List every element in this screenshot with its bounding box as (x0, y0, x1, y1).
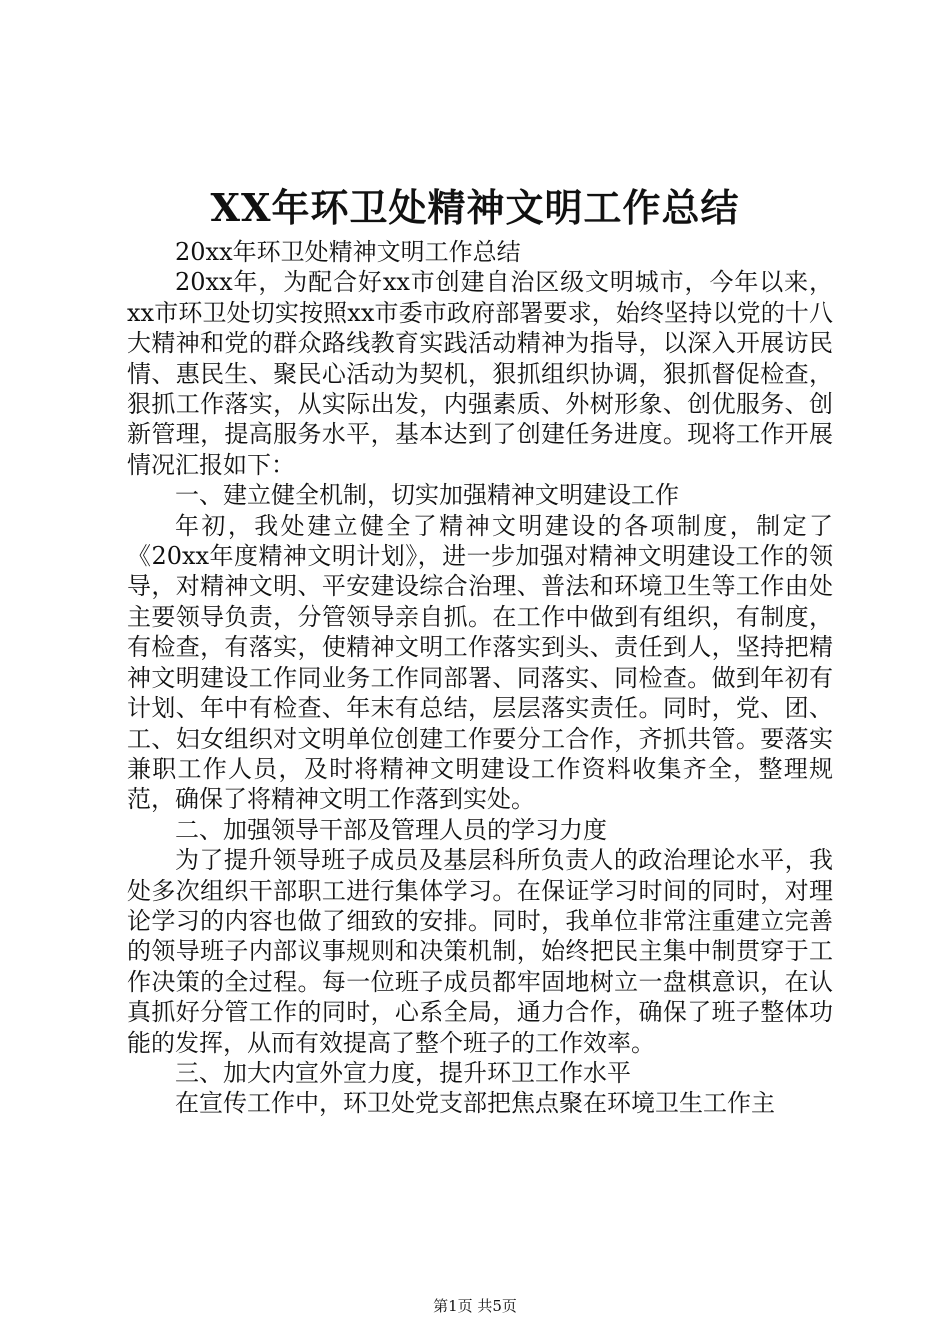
section-paragraph-1: 年初，我处建立健全了精神文明建设的各项制度，制定了《20xx年度精神文明计划》，进一步加强对精神文明建设工作的领导，对精神文明、平安建设综合治理、普法和环境卫生等工作由处主要领导负责，分管领导亲自抓。在工作中做到有组织，有制度，有检查，有落实，使精神文明工作落实到头、责任到人，坚持把精神文明建设工作同业务工作同部署、同落实、同检查。做到年初有计划、年中有检查、年末有总结，层层落实责任。同时，党、团、工、妇女组织对文明单位创建工作要分工合作，齐抓共管。要落实兼职工作人员，及时将精神文明建设工作资料收集齐全，整理规范，确保了将精神文明工作落到实处。 (127, 511, 833, 814)
document-title: XX年环卫处精神文明工作总结 (210, 185, 740, 230)
section-heading-1: 一、建立健全机制，切实加强精神文明建设工作 (175, 481, 679, 510)
section-heading-3: 三、加大内宣外宣力度，提升环卫工作水平 (175, 1058, 631, 1087)
document-body (127, 237, 833, 1119)
section-paragraph-3: 在宣传工作中，环卫处党支部把焦点聚在环境卫生工作主 (175, 1089, 775, 1118)
subtitle-paragraph: 20xx年环卫处精神文明工作总结 (175, 238, 521, 266)
section-heading-2: 二、加强领导干部及管理人员的学习力度 (175, 815, 607, 844)
intro-paragraph: 20xx年，为配合好xx市创建自治区级文明城市，今年以来，xx市环卫处切实按照xx市委市政府部署要求，始终坚持以党的十八大精神和党的群众路线教育实践活动精神为指导，以深入开展访民情、惠民生、聚民心活动为契机，狠抓组织协调，狠抓督促检查，狠抓工作落实，从实际出发，内强素质、外树形象、创优服务、创新管理，提高服务水平，基本达到了创建任务进度。现将工作开展情况汇报如下： (127, 268, 833, 479)
section-paragraph-2: 为了提升领导班子成员及基层科所负责人的政治理论水平，我处多次组织干部职工进行集体学习。在保证学习时间的同时，对理论学习的内容也做了细致的安排。同时，我单位非常注重建立完善的领导班子内部议事规则和决策机制，始终把民主集中制贯穿于工作决策的全过程。每一位班子成员都牢固地树立一盘棋意识，在认真抓好分管工作的同时，心系全局，通力合作，确保了班子整体功能的发挥，从而有效提高了整个班子的工作效率。 (127, 846, 833, 1057)
page-footer: 第1页 共5页 (433, 1297, 517, 1315)
